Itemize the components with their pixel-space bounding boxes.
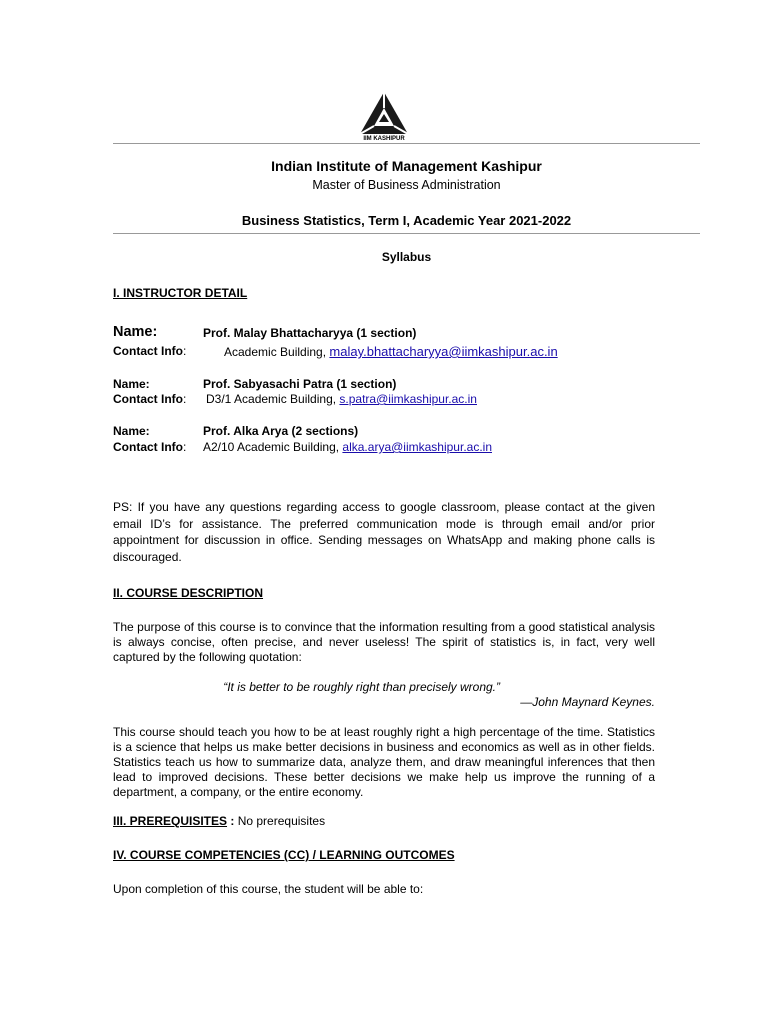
instructor-3-contact [203,440,492,454]
section-description-heading: II. COURSE DESCRIPTION [113,586,264,600]
prerequisites-colon: : [227,814,235,828]
header-rule-bottom [113,233,700,234]
logo-text: IIM KASHIPUR [363,136,405,142]
instructor-3-email-link[interactable]: alka.arya@iimkashipur.ac.in [342,440,492,454]
instructor-2-contact-row [113,392,186,406]
iim-kashipur-logo [358,90,410,144]
prerequisites-value: No prerequisites [234,814,326,828]
instructor-1-name: Prof. Malay Bhattacharyya (1 section) [203,326,417,340]
instructor-3-name: Prof. Alka Arya (2 sections) [203,424,359,438]
section-prerequisites-heading: III. PREREQUISITES [113,814,228,828]
doc-type: Syllabus [381,250,432,264]
course-title: Business Statistics, Term I, Academic Year 2021-2022 [241,213,572,228]
header-rule-top [113,143,700,144]
instructor-3-contact-colon: : [183,440,187,454]
instructor-3-name-label: Name: [113,424,150,438]
instructor-1-contact-label: Contact Info [113,344,183,358]
logo-triangle-icon [358,90,410,136]
instructor-2-location: D3/1 Academic Building, [206,392,340,406]
institute-name: Indian Institute of Management Kashipur [271,158,542,174]
instructor-2-name-label: Name: [113,377,150,391]
description-paragraph-2: This course should teach you how to be at least roughly right a high percentage of the time. Statistics is a science that helps us make better decisions in business and economics as well as in other fields. Statistics teach us how to summarize data, analyze them, and draw meaningful inferences that then lead to improved decisions. These better decisions we make help us improve the running of a department, a company, or the entire economy. [113,725,655,799]
instructor-1-location: Academic Building, [224,345,330,359]
outcomes-intro: Upon completion of this course, the student will be able to: [113,882,424,896]
instructor-2-name: Prof. Sabyasachi Patra (1 section) [203,377,397,391]
description-paragraph-1: The purpose of this course is to convince that the information resulting from a good statistical analysis is always concise, often precise, and never useless! The spirit of statistics is, in fact, very well captured by the following quotation: [113,620,655,664]
instructor-2-contact-colon: : [183,392,187,406]
instructor-3-contact-row [113,440,186,454]
instructor-1-contact [224,344,558,359]
program-name: Master of Business Administration [312,178,501,192]
section-instructor-heading: I. INSTRUCTOR DETAIL [113,286,248,300]
section-competencies-heading: IV. COURSE COMPETENCIES (CC) / LEARNING OUTCOMES [113,848,455,862]
quote-author: —John Maynard Keynes. [520,695,655,709]
ps-note: PS: If you have any questions regarding access to google classroom, please contact at the given email ID’s for assistance. The preferred communication mode is through email and/or prior appointment for discussion in office. Sending messages on WhatsApp and making phone calls is discouraged. [113,500,655,564]
instructor-1-email-link[interactable]: malay.bhattacharyya@iimkashipur.ac.in [329,344,558,359]
instructor-1-contact-colon: : [183,344,187,358]
instructor-1-contact-row [113,344,186,358]
instructor-2-email-link[interactable]: s.patra@iimkashipur.ac.in [339,392,477,406]
instructor-3-contact-label: Contact Info [113,440,183,454]
instructor-2-contact [206,392,477,406]
quote-text: “It is better to be roughly right than precisely wrong.” [223,680,500,694]
instructor-2-contact-label: Contact Info [113,392,183,406]
instructor-3-location: A2/10 Academic Building, [203,440,343,454]
prerequisites-row [113,814,325,828]
instructor-1-name-label: Name: [113,324,158,340]
